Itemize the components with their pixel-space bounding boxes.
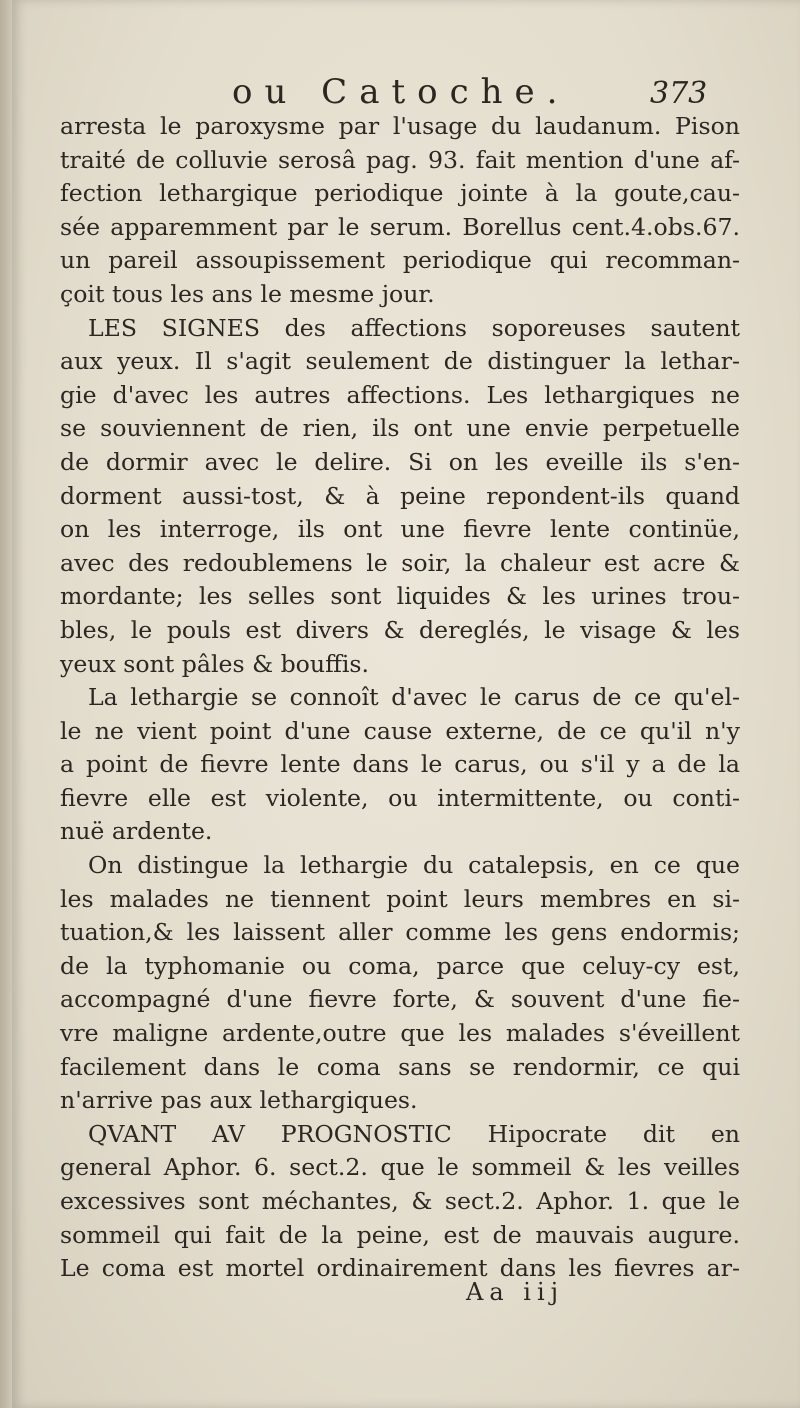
text-line: fection lethargique periodique jointe à la goute,cau- — [60, 179, 740, 208]
text-line: excessives sont méchantes, & sect.2. Aphor. 1. que le — [60, 1187, 740, 1215]
text-line: general Aphor. 6. sect.2. que le sommeil & les veilles — [60, 1153, 740, 1182]
text-line: de dormir avec le delire. Si on les eveille ils s'en- — [60, 447, 740, 476]
text-line: le ne vient point d'une cause externe, de ce qu'il n'y — [60, 716, 740, 745]
text-line: un pareil assoupissement periodique qui recomman- — [60, 246, 740, 275]
text-line: La lethargie se connoît d'avec le carus de ce qu'el- — [88, 683, 740, 712]
text-line: mordante; les selles sont liquides & les urines trou- — [60, 582, 740, 611]
text-line: se souviennent de rien, ils ont une envie perpetuelle — [60, 414, 740, 443]
text-line: de la typhomanie ou coma, parce que celuy-cy est, — [60, 951, 740, 980]
page-header — [0, 72, 800, 112]
text-line: vre maligne ardente,outre que les malades s'éveillent — [60, 1019, 740, 1048]
text-line: aux yeux. Il s'agit seulement de distinguer la lethar- — [60, 347, 740, 376]
text-line: sée apparemment par le serum. Borellus cent.4.obs.67. — [60, 212, 740, 241]
page-number: 373 — [650, 76, 708, 111]
text-line: tuation,& les laissent aller comme les gens endormis; — [60, 918, 740, 947]
text-line: facilement dans le coma sans se rendormir, ce qui — [60, 1052, 740, 1081]
text-line: n'arrive pas aux lethargiques. — [60, 1086, 418, 1115]
text-line: bles, le pouls est divers & dereglés, le visage & les — [60, 615, 740, 644]
text-line: sommeil qui fait de la peine, est de mauvais augure. — [60, 1220, 740, 1249]
text-line: nuë ardente. — [60, 817, 213, 846]
signature-mark: Aa iij — [466, 1278, 565, 1306]
text-line: Le coma est mortel ordinairement dans les fievres ar- — [60, 1254, 740, 1283]
text-line: yeux sont pâles & bouffis. — [60, 649, 369, 678]
body-text — [60, 110, 740, 1286]
text-line: accompagné d'une fievre forte, & souvent d'une fie- — [60, 985, 740, 1014]
text-line: dorment aussi-tost, & à peine repondent-ils quand — [60, 481, 740, 510]
text-line: a point de fievre lente dans le carus, ou s'il y a de la — [60, 750, 740, 779]
text-line: On distingue la lethargie du catalepsis, en ce que — [88, 851, 740, 880]
running-title: ou Catoche. — [232, 72, 570, 112]
text-line: arresta le paroxysme par l'usage du laudanum. Pison — [60, 112, 740, 140]
text-line: çoit tous les ans le mesme jour. — [60, 279, 435, 308]
text-line: traité de colluvie serosâ pag. 93. fait mention d'une af- — [60, 145, 740, 174]
text-line: fievre elle est violente, ou intermittente, ou conti- — [60, 783, 740, 812]
text-line: QVANT AV PROGNOSTIC Hipocrate dit en — [88, 1119, 740, 1148]
book-gutter — [0, 0, 12, 1408]
text-line: avec des redoublemens le soir, la chaleur est acre & — [60, 548, 740, 577]
text-line: on les interroge, ils ont une fievre lente continüe, — [60, 515, 740, 544]
text-line: LES SIGNES des affections soporeuses sautent — [88, 313, 740, 342]
text-line: les malades ne tiennent point leurs membres en si- — [60, 884, 740, 913]
text-line: gie d'avec les autres affections. Les lethargiques ne — [60, 380, 740, 409]
